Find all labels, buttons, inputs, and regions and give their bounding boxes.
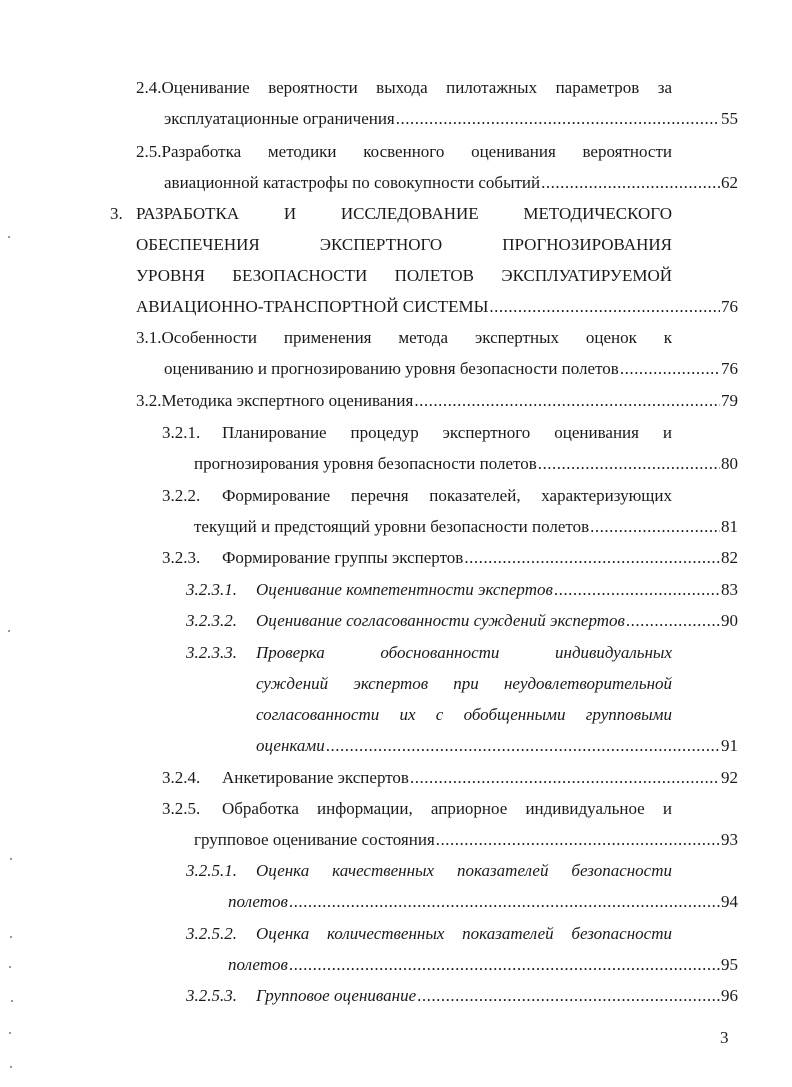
- toc-entry-3-2: [136, 389, 738, 413]
- scan-speck: [11, 1000, 13, 1002]
- toc-entry-3-2-2-number: 3.2.2.: [162, 486, 201, 505]
- toc-entry-2-5-line-1: 2.5.Разработка методики косвенного оценивания вероятности: [136, 142, 672, 161]
- page-number: 3: [720, 1028, 729, 1047]
- toc-page-number: 91: [721, 736, 738, 755]
- toc-entry-text: эксплуатационные ограничения: [164, 109, 395, 128]
- toc-entry-3-number: 3.: [110, 204, 123, 223]
- toc-entry-text: прогнозирования уровня безопасности полетов: [194, 454, 537, 473]
- toc-entry-text: оцениванию и прогнозированию уровня безопасности полетов: [164, 359, 619, 378]
- toc-entry-3-line-1: РАЗРАБОТКА И ИССЛЕДОВАНИЕ МЕТОДИЧЕСКОГО: [136, 204, 672, 223]
- dot-leader: [410, 766, 720, 790]
- toc-entry-3-2-1-line-2: [194, 452, 738, 476]
- toc-page-number: 94: [721, 892, 738, 911]
- toc-entry-3-2-3-2: [256, 609, 738, 633]
- toc-entry-2-5-line-2: [164, 171, 738, 195]
- toc-entry-3-2-5-2-line-1: Оценка количественных показателей безопасности: [256, 924, 672, 943]
- scan-speck: [8, 630, 10, 632]
- dot-leader: [464, 546, 720, 570]
- toc-entry-3-2-5-number: 3.2.5.: [162, 799, 201, 818]
- toc-entry-3-2-5-1-line-2: [228, 890, 738, 914]
- toc-page-number: 93: [721, 830, 738, 849]
- toc-entry-text: полетов: [228, 955, 288, 974]
- toc-entry-3-2-5-3: [256, 984, 738, 1008]
- toc-entry-3-2-3-3-number: 3.2.3.3.: [186, 643, 237, 662]
- toc-entry-3-2-2-line-1: Формирование перечня показателей, характеризующих: [222, 486, 672, 505]
- toc-entry-text: текущий и предстоящий уровни безопасности полетов: [194, 517, 590, 536]
- dot-leader: [541, 171, 720, 195]
- toc-page-number: 79: [721, 391, 738, 410]
- toc-entry-3-2-5-line-1: Обработка информации, априорное индивидуальное и: [222, 799, 672, 818]
- toc-entry-text: оценками: [256, 736, 325, 755]
- toc-page-number: 83: [721, 580, 738, 599]
- toc-entry-text: Оценивание согласованности суждений экспертов: [256, 611, 625, 630]
- toc-entry-text: групповое оценивание состояния: [194, 830, 435, 849]
- toc-entry-2-4-line-1: 2.4.Оценивание вероятности выхода пилотажных параметров за: [136, 78, 672, 97]
- toc-entry-3-2-3-3-line-1: Проверка обоснованности индивидуальных: [256, 643, 672, 662]
- toc-entry-3-2-3-number: 3.2.3.: [162, 548, 201, 567]
- dot-leader: [590, 515, 720, 539]
- toc-entry-3-2-4: [222, 766, 738, 790]
- toc-entry-3-1-line-2: [164, 357, 738, 381]
- toc-entry-3-2-5-2-number: 3.2.5.2.: [186, 924, 237, 943]
- scan-speck: [9, 1032, 11, 1034]
- toc-entry-text: Групповое оценивание: [256, 986, 417, 1005]
- toc-entry-3-2-5-2-line-2: [228, 953, 738, 977]
- toc-entry-3-2-3-3-line-2: суждений экспертов при неудовлетворительной: [256, 674, 672, 693]
- toc-page-number: 81: [721, 517, 738, 536]
- toc-entry-3-1-line-1: 3.1.Особенности применения метода экспертных оценок к: [136, 328, 672, 347]
- dot-leader: [538, 452, 720, 476]
- toc-entry-3-2-5-1-line-1: Оценка качественных показателей безопасности: [256, 861, 672, 880]
- toc-entry-3-2-3-1-number: 3.2.3.1.: [186, 580, 237, 599]
- toc-page-number: 62: [721, 173, 738, 192]
- dot-leader: [620, 357, 720, 381]
- toc-entry-3-2-1-number: 3.2.1.: [162, 423, 201, 442]
- toc-entry-3-2-2-line-2: [194, 515, 738, 539]
- toc-entry-3-2-3-2-number: 3.2.3.2.: [186, 611, 237, 630]
- scan-speck: [10, 936, 12, 938]
- dot-leader: [289, 890, 720, 914]
- toc-entry-3-2-5-3-number: 3.2.5.3.: [186, 986, 237, 1005]
- toc-entry-3-2-4-number: 3.2.4.: [162, 768, 201, 787]
- toc-entry-text: Формирование группы экспертов: [222, 548, 464, 567]
- toc-entry-3-line-2: ОБЕСПЕЧЕНИЯ ЭКСПЕРТНОГО ПРОГНОЗИРОВАНИЯ: [136, 235, 672, 254]
- dot-leader: [289, 953, 720, 977]
- toc-page-number: 95: [721, 955, 738, 974]
- toc-entry-3-2-3-3-line-3: согласованности их с обобщенными групповыми: [256, 705, 672, 724]
- toc-entry-3-line-4: [136, 295, 738, 319]
- dot-leader: [396, 107, 720, 131]
- toc-entry-text: Оценивание компетентности экспертов: [256, 580, 553, 599]
- toc-entry-3-2-3-1: [256, 578, 738, 602]
- toc-entry-3-line-3: УРОВНЯ БЕЗОПАСНОСТИ ПОЛЕТОВ ЭКСПЛУАТИРУЕМОЙ: [136, 266, 672, 285]
- toc-page-number: 82: [721, 548, 738, 567]
- scan-speck: [10, 858, 12, 860]
- dot-leader: [554, 578, 720, 602]
- toc-entry-3-2-1-line-1: Планирование процедур экспертного оценивания и: [222, 423, 672, 442]
- scan-speck: [9, 966, 11, 968]
- toc-page-number: 76: [721, 359, 738, 378]
- toc-page-number: 90: [721, 611, 738, 630]
- toc-entry-2-4-line-2: [164, 107, 738, 131]
- toc-entry-3-2-3: [222, 546, 738, 570]
- dot-leader: [489, 295, 720, 319]
- dot-leader: [326, 734, 720, 758]
- dot-leader: [414, 389, 720, 413]
- toc-entry-3-2-5-line-2: [194, 828, 738, 852]
- scan-speck: [8, 236, 10, 238]
- toc-entry-text: Анкетирование экспертов: [222, 768, 409, 787]
- toc-page-number: 55: [721, 109, 738, 128]
- dot-leader: [417, 984, 720, 1008]
- dot-leader: [626, 609, 720, 633]
- toc-entry-text: полетов: [228, 892, 288, 911]
- dot-leader: [436, 828, 720, 852]
- toc-entry-text: 3.2.Методика экспертного оценивания: [136, 391, 414, 410]
- toc-entry-3-2-3-3-line-4: [256, 734, 738, 758]
- toc-page-number: 76: [721, 297, 738, 316]
- toc-entry-3-2-5-1-number: 3.2.5.1.: [186, 861, 237, 880]
- scan-speck: [10, 1066, 12, 1068]
- toc-page-number: 80: [721, 454, 738, 473]
- toc-entry-text: АВИАЦИОННО-ТРАНСПОРТНОЙ СИСТЕМЫ: [136, 297, 489, 316]
- toc-page-number: 92: [721, 768, 738, 787]
- toc-entry-text: авиационной катастрофы по совокупности событий: [164, 173, 541, 192]
- toc-page-number: 96: [721, 986, 738, 1005]
